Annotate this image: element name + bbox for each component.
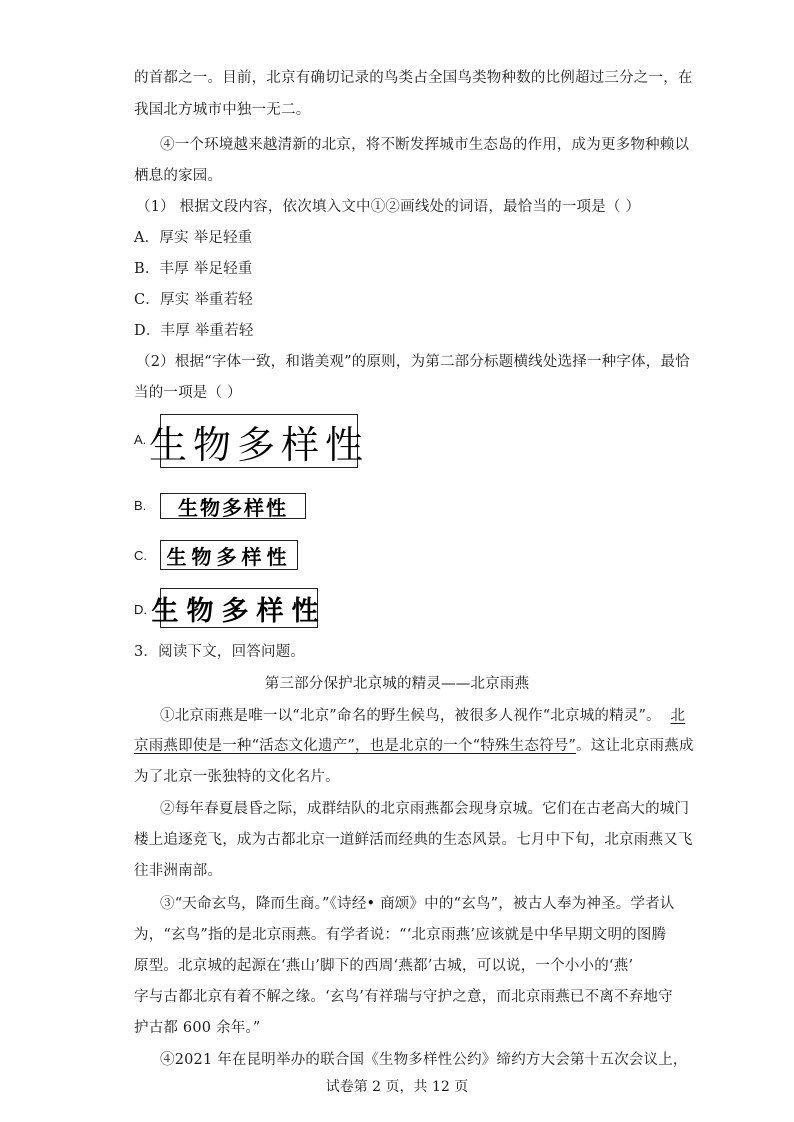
page-footer: 试卷第 2 页，共 12 页 [325, 1079, 469, 1095]
q2-option-c-label[interactable]: C. [134, 548, 147, 563]
question-1-stem: （1） 根据文段内容，依次填入文中①②画线处的词语，最恰当的一项是（ ） [136, 199, 641, 215]
paragraph-line: 楼上追逐竞飞，成为古都北京一道鲜活而经典的生态风景。七月中下旬，北京雨燕又飞 [134, 832, 693, 848]
paragraph-line [160, 704, 685, 725]
question-2-stem: （2）根据“字体一致，和谐美观”的原则，为第二部分标题横线处选择一种字体，最恰 [136, 354, 690, 370]
paragraph-line: 护古都 600 余年。” [134, 1020, 261, 1036]
paragraph-line: ④2021 年在昆明举办的联合国《生物多样性公约》缔约方大会第十五次会议上， [160, 1052, 688, 1068]
paragraph-line: 的首都之一。目前，北京有确切记录的鸟类占全国鸟类物种数的比例超过三分之一，在 [134, 70, 693, 86]
q2-option-a-font-sample[interactable]: 生物多样性 [160, 414, 358, 468]
p1-underlined-sentence: 京雨燕即使是一种“活态文化遗产”，也是北京的一个“特殊生态符号” [134, 738, 577, 754]
q1-option-a[interactable]: A．厚实 举足轻重 [134, 230, 253, 246]
paragraph-line: 为了北京一张独特的文化名片。 [134, 769, 340, 785]
paragraph-line: ④一个环境越来越清新的北京，将不断发挥城市生态岛的作用，成为更多物种赖以 [160, 137, 690, 153]
q2-option-b-label[interactable]: B. [134, 498, 147, 513]
p1-text-end: 。这让北京雨燕成 [576, 738, 694, 754]
paragraph-line: ②每年春夏晨昏之际，成群结队的北京雨燕都会现身京城。它们在古老高大的城门 [160, 801, 690, 817]
paragraph-line: 字与古都北京有着不解之缘。‘玄鸟’有祥瑞与守护之意，而北京雨燕已不离不弃地守 [134, 989, 673, 1005]
q2-option-d-font-sample[interactable]: 生物多样性 [160, 588, 318, 628]
p1-text: ①北京雨燕是唯一以“北京”命名的野生候鸟，被很多人视作“北京城的精灵”。 [160, 708, 661, 724]
question-2-stem-cont: 当的一项是（ ） [134, 385, 242, 401]
q2-option-d-label[interactable]: D. [134, 602, 147, 617]
paragraph-line: 往非洲南部。 [134, 863, 223, 879]
q2-option-a-label[interactable]: A. [134, 432, 147, 447]
paragraph-line: 栖息的家园。 [134, 168, 223, 184]
paragraph-line: 原型。北京城的起源在‘燕山’脚下的西周‘燕都’古城，可以说，一个小小的‘燕’ [134, 958, 634, 974]
paragraph-line: ③“天命玄鸟，降而生商。”《诗经• 商颂》中的“玄鸟”，被古人奉为神圣。学者认 [160, 896, 675, 912]
question-3-stem: 3．阅读下文，回答问题。 [134, 644, 306, 660]
q1-option-b[interactable]: B．丰厚 举足轻重 [134, 261, 253, 277]
q2-option-b-font-sample[interactable]: 生物多样性 [160, 493, 306, 519]
q2-option-c-font-sample[interactable]: 生物多样性 [160, 540, 298, 570]
p1-underlined-sentence-start: 北 [670, 708, 686, 724]
paragraph-line: 为，“玄鸟”指的是北京雨燕。有学者说：“‘北京雨燕’应该就是中华早期文明的图腾 [134, 927, 667, 943]
paragraph-line: 我国北方城市中独一无二。 [134, 102, 311, 118]
section-title: 第三部分保护北京城的精灵——北京雨燕 [264, 676, 530, 692]
paragraph-line [134, 734, 694, 755]
q1-option-c[interactable]: C．厚实 举重若轻 [134, 292, 254, 308]
q1-option-d[interactable]: D．丰厚 举重若轻 [134, 323, 254, 339]
